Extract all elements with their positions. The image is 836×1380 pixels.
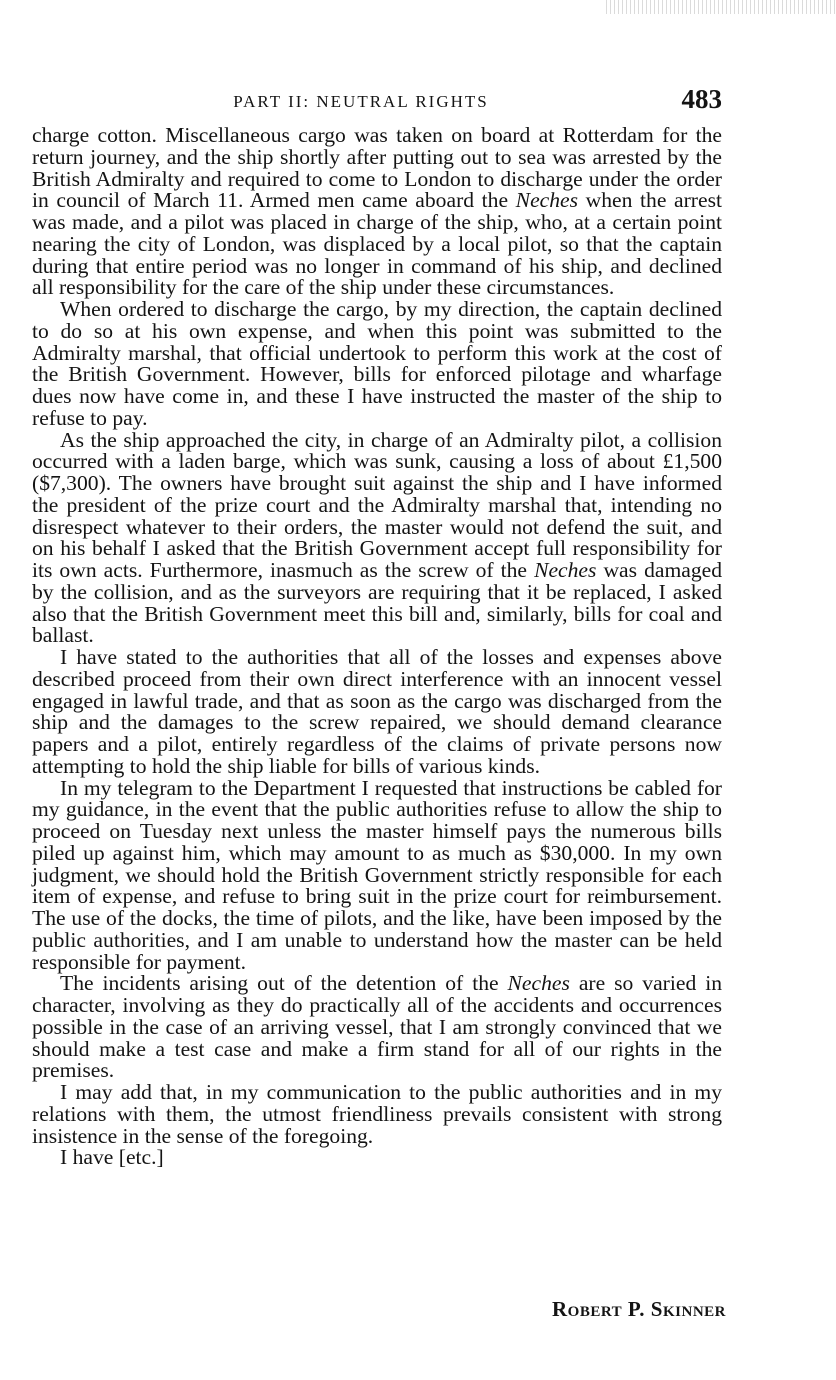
ship-name: Neches: [515, 188, 579, 213]
paragraph-6: [32, 973, 722, 1082]
scan-noise: [606, 0, 836, 14]
running-head: [0, 84, 722, 120]
paragraph-5: [32, 775, 722, 974]
signature: Robert P. Skinner: [552, 1297, 726, 1321]
paragraph-1: [32, 125, 722, 299]
paragraph-text: are so varied in character, involving as they do practically all of the accidents and occurrences possible in the case of an arriving vessel, that I am strongly convinced that we should make a test case and make a firm stand for all of our rights in the premises.: [32, 971, 722, 1083]
paragraph-text: When ordered to discharge the cargo, by my direction, the captain declined to do so at his own expense, and when this point was submitted to the Admiralty marshal, that official undertook to perform this work at the cost of the British Government. However, bills for enforced pilotage and wharfage dues now have come in, and these I have instructed the master of the ship to refuse to pay.: [32, 297, 722, 430]
paragraph-text: I may add that, in my communication to the public authorities and in my relations with them, the utmost friendliness prevails consistent with strong insistence in the sense of the foregoing.: [32, 1080, 722, 1148]
paragraph-text: was damaged by the collision, and as the surveyors are requiring that it be replaced, I asked also that the British Government meet this bill and, similarly, bills for coal and ballast.: [32, 558, 723, 648]
running-title: PART II: NEUTRAL RIGHTS: [233, 92, 489, 111]
paragraph-text: The incidents arising out of the detention of the: [60, 971, 508, 996]
paragraph-2: [32, 299, 722, 430]
paragraph-4: [32, 647, 722, 778]
closing-line: I have [etc.]: [60, 1145, 164, 1170]
body-text: [32, 125, 722, 1169]
paragraph-text: when the arrest was made, and a pilot was placed in charge of the ship, who, at a certain point nearing the city of London, was displaced by a local pilot, so that the captain during that entire period was no longer in command of his ship, and declined all responsibility for the care of the ship under these circumstances.: [32, 188, 722, 300]
paragraph-text: As the ship approached the city, in charge of an Admiralty pilot, a collision occurred with a laden barge, which was sunk, causing a loss of about £1,500 ($7,300). The owners have brought suit against the ship and I have informed the president of the prize court and the Admiralty marshal that, intending no disrespect whatever to their orders, the master would not defend the suit, and on his behalf I asked that the British Government accept full responsibility for its own acts. Furthermore, inasmuch as the screw of the: [32, 427, 722, 582]
page-number: 483: [681, 84, 722, 114]
ship-name: Neches: [507, 971, 570, 996]
paragraph-text: In my telegram to the Department I requested that instructions be cabled for my guidance, in the event that the public authorities refuse to allow the ship to proceed on Tuesday next unless the master himself pays the numerous bills piled up against him, which may amount to as much as $30,000. In my own judgment, we should hold the British Government strictly responsible for each item of expense, and refuse to bring suit in the prize court for reimbursement. The use of the docks, the time of pilots, and the like, have been imposed by the public authorities, and I am unable to understand how the master can be held responsible for payment.: [32, 775, 722, 974]
paragraph-text: charge cotton. Miscellaneous cargo was taken on board at Rotterdam for the return journey, and the ship shortly after putting out to sea was arrested by the British Admiralty and required to come to London to discharge under the order in council of March 11. Armed men came aboard the: [32, 123, 722, 213]
paragraph-7: [32, 1082, 722, 1147]
paragraph-text: I have stated to the authorities that all of the losses and expenses above described proceed from their own direct interference with an innocent vessel engaged in lawful trade, and that as soon as the cargo was discharged from the ship and the damages to the screw repaired, we should demand clearance papers and a pilot, entirely regardless of the claims of private persons now attempting to hold the ship liable for bills of various kinds.: [32, 645, 722, 778]
paragraph-3: [32, 427, 723, 648]
ship-name: Neches: [534, 558, 597, 582]
